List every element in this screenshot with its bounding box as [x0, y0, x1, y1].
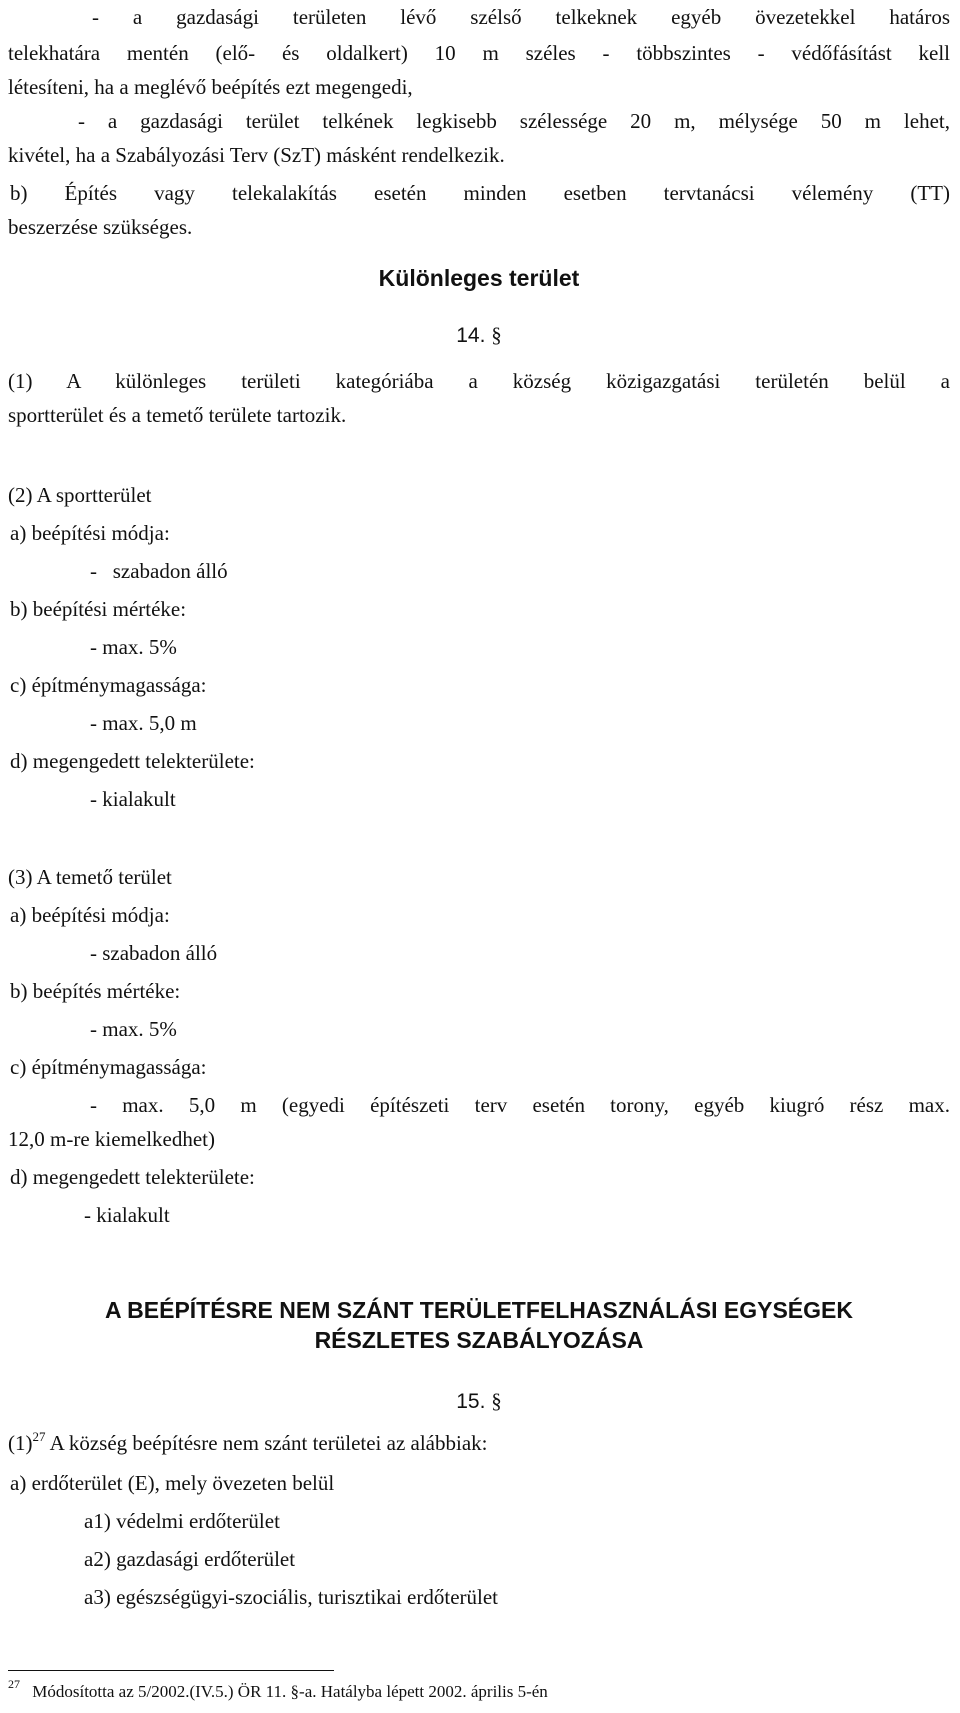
subsection-title: (2) A sportterület [8, 483, 152, 507]
list-item-value: a1) védelmi erdőterület [84, 1509, 280, 1533]
paragraph-line: sportterület és a temető területe tartozik. [8, 403, 347, 427]
list-item-label: c) építménymagassága: [10, 1055, 207, 1079]
paragraph-line: b) Építés vagy telekalakítás esetén minden esetben tervtanácsi vélemény (TT) [10, 181, 950, 205]
section-number-text: 14. [456, 324, 486, 347]
list-item-label: b) beépítés mértéke: [10, 979, 181, 1003]
subsection-title: (3) A temető terület [8, 865, 172, 889]
list-item-label: c) építménymagassága: [10, 673, 207, 697]
paragraph-line: telekhatára mentén (elő- és oldalkert) 10 m széles - többszintes - védőfásítást kell [8, 41, 950, 65]
paragraph-line [8, 1430, 488, 1456]
list-item-value: - max. 5% [90, 1017, 177, 1041]
paragraph-line: kivétel, ha a Szabályozási Terv (SzT) másként rendelkezik. [8, 143, 505, 167]
document-page [8, 0, 950, 1713]
main-heading-line-1: A BEÉPÍTÉSRE NEM SZÁNT TERÜLETFELHASZNÁLÁSI EGYSÉGEK [105, 1297, 853, 1323]
list-item-value: - max. 5% [90, 635, 177, 659]
list-item-label: a) erdőterület (E), mely övezeten belül [10, 1471, 335, 1495]
list-item-value: a2) gazdasági erdőterület [84, 1547, 296, 1571]
footnote-number: 27 [8, 1677, 20, 1691]
list-item-value: - max. 5,0 m (egyedi építészeti terv esetén torony, egyéb kiugró rész max. [90, 1093, 950, 1117]
section-number-text: 15. [456, 1390, 486, 1413]
paragraph-line: - a gazdasági területen lévő szélső telkeknek egyéb övezetekkel határos [92, 5, 950, 29]
list-item-value: a3) egészségügyi-szociális, turisztikai erdőterület [84, 1585, 499, 1609]
list-item-value: - max. 5,0 m [90, 711, 197, 735]
paragraph-text: A község beépítésre nem szánt területei az alábbiak: [49, 1431, 488, 1455]
list-item-value: - kialakult [84, 1203, 170, 1227]
section-sign: § [491, 323, 502, 347]
footnote [8, 1677, 548, 1704]
footnote-reference[interactable]: 27 [32, 1429, 46, 1444]
main-heading-line-2: RÉSZLETES SZABÁLYOZÁSA [314, 1327, 644, 1353]
paragraph-number: (1) [8, 1431, 33, 1455]
list-item-label: d) megengedett telekterülete: [10, 1165, 255, 1189]
footnote-text: Módosította az 5/2002.(IV.5.) ÖR 11. §-a. Hatályba lépett 2002. április 5-én [32, 1682, 548, 1701]
list-item-label: d) megengedett telekterülete: [10, 749, 255, 773]
list-item-value: - kialakult [90, 787, 176, 811]
section-heading: Különleges terület [378, 265, 580, 291]
list-item-value: - szabadon álló [90, 559, 228, 583]
paragraph-line: - a gazdasági terület telkének legkisebb szélessége 20 m, mélysége 50 m lehet, [78, 109, 950, 133]
list-item-label: b) beépítési mértéke: [10, 597, 187, 621]
section-sign: § [491, 1389, 502, 1413]
paragraph-line: (1) A különleges területi kategóriába a község közigazgatási területén belül a [8, 369, 950, 393]
list-item-label: a) beépítési módja: [10, 903, 170, 927]
list-item-value: 12,0 m-re kiemelkedhet) [8, 1127, 216, 1151]
list-item-label: a) beépítési módja: [10, 521, 170, 545]
section-number [8, 1388, 950, 1415]
footnote-divider [8, 1670, 334, 1671]
list-item-value: - szabadon álló [90, 941, 218, 965]
paragraph-line: létesíteni, ha a meglévő beépítés ezt megengedi, [8, 75, 413, 99]
paragraph-line: beszerzése szükséges. [8, 215, 193, 239]
section-number [8, 322, 950, 349]
